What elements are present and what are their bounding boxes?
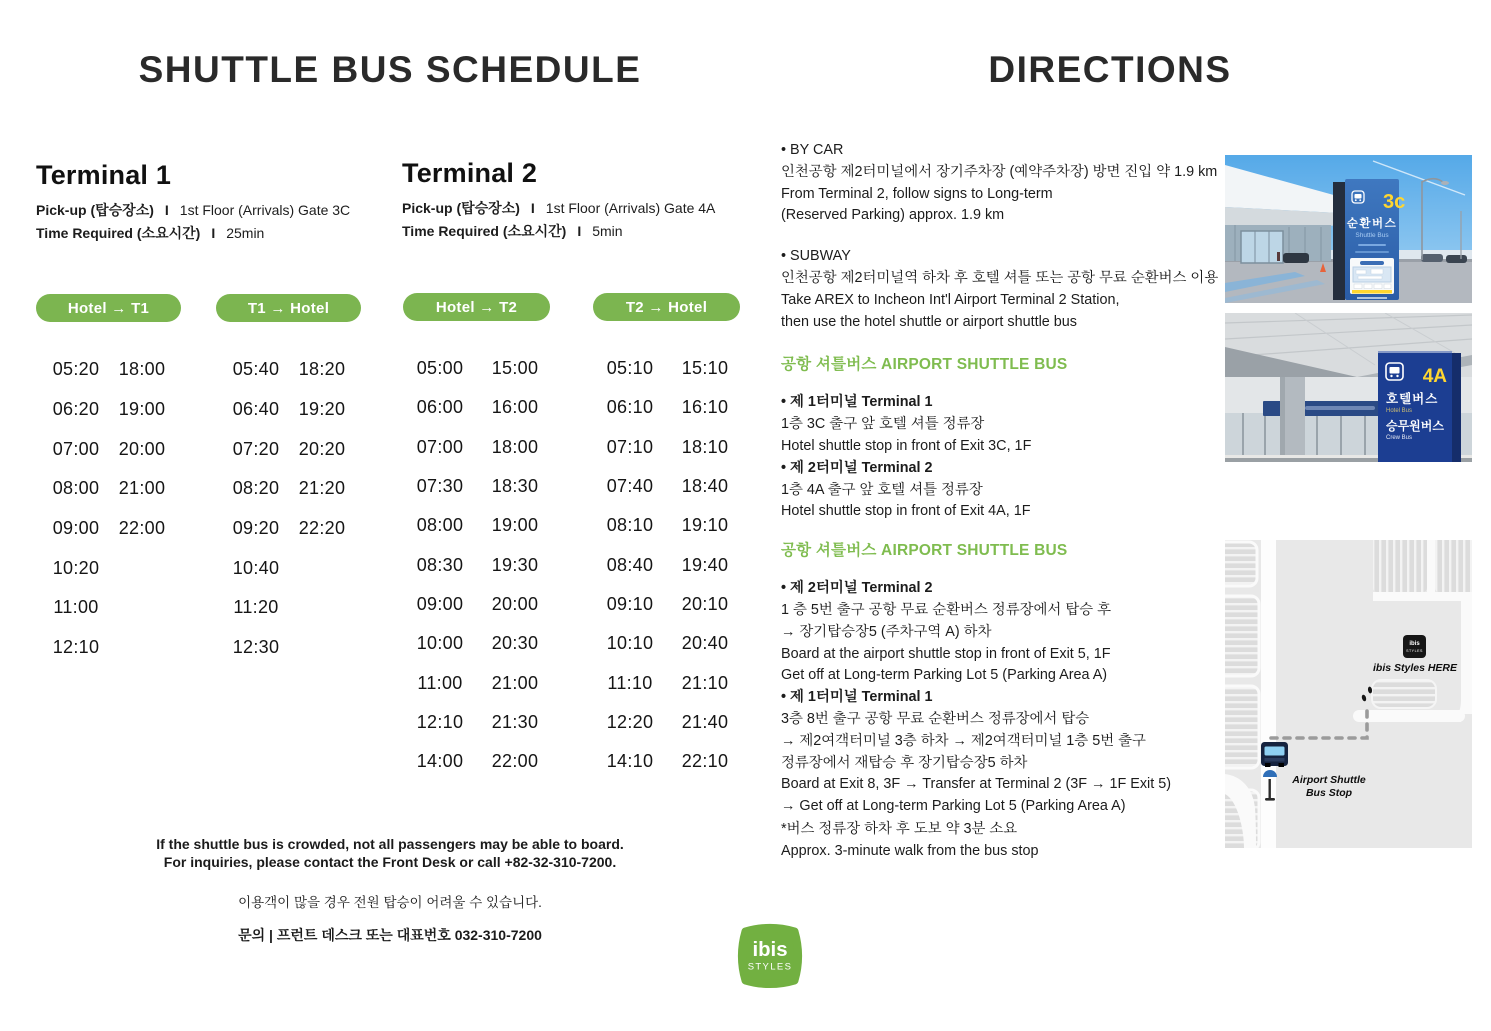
terminal-1-time-line xyxy=(36,222,396,245)
notice-line: For inquiries, please contact the Front Desk or call +82-32-310-7200. xyxy=(163,853,617,870)
direction-line: From Terminal 2, follow signs to Long-term xyxy=(781,185,1053,202)
by-car-heading: • BY CAR xyxy=(781,142,844,158)
hotel-shuttle-t1-lines xyxy=(781,414,1233,458)
directions-content xyxy=(781,140,1233,863)
hotel-shuttle-section xyxy=(781,392,1233,523)
direction-line: then use the hotel shuttle or airport shuttle bus xyxy=(781,313,1077,330)
shuttle-bus-icon xyxy=(1261,742,1288,767)
terminal-2-title: Terminal 2 xyxy=(402,158,538,188)
photo-terminal1-shuttle-sign xyxy=(1225,155,1472,303)
direction-line: 3층 8번 출구 공항 무료 순환버스 정류장에서 탑승 xyxy=(781,710,1090,727)
time-value: 19:40 xyxy=(681,554,729,575)
hotel-shuttle-t2-title: • 제 2터미널 Terminal 2 xyxy=(781,459,933,476)
times-hotel-to-t2 xyxy=(407,349,548,781)
separator: I xyxy=(577,223,582,239)
time-value: 16:10 xyxy=(681,397,729,418)
time-row xyxy=(597,703,738,742)
time-value: 05:20 xyxy=(52,359,100,380)
time-value: 21:10 xyxy=(681,672,729,693)
time-value: 20:00 xyxy=(118,438,166,459)
time-row xyxy=(597,506,738,545)
time-value: 21:00 xyxy=(491,672,539,693)
time-row xyxy=(223,628,355,668)
time-row xyxy=(43,548,175,588)
time-value: 21:00 xyxy=(118,478,166,499)
ibis-styles-logo xyxy=(736,922,804,994)
time-value: 16:00 xyxy=(491,397,539,418)
badge-t2-to-hotel: T2 → Hotel xyxy=(593,293,740,321)
time-value: 20:10 xyxy=(681,593,729,614)
time-row xyxy=(43,628,175,668)
shuttle-bus-english-label: Shuttle Bus xyxy=(1355,232,1389,239)
terminal1-photo-illustration xyxy=(1225,155,1472,303)
time-row xyxy=(43,350,175,390)
pickup-label: Pick-up (탑승장소) xyxy=(402,200,520,216)
time-row xyxy=(407,545,548,584)
time-value: 07:10 xyxy=(606,436,654,457)
direction-line: 인천공항 제2터미널에서 장기주차장 (예약주차장) 방면 진입 약 1.9 km xyxy=(781,163,1218,180)
time-value: 10:10 xyxy=(606,633,654,654)
time-value: 14:10 xyxy=(606,751,654,772)
crowded-notice-en xyxy=(0,836,780,871)
pickup-value: 1st Floor (Arrivals) Gate 3C xyxy=(179,202,351,218)
separator: I xyxy=(164,202,169,218)
time-row xyxy=(223,509,355,549)
terminal-2-header xyxy=(402,158,762,243)
time-value: 11:00 xyxy=(53,597,99,618)
time-value: 08:10 xyxy=(606,515,654,536)
shuttle-bus-korean-label: 순환버스 xyxy=(1346,218,1398,230)
time-required-label: Time Required (소요시간) xyxy=(402,223,567,239)
walk-footnote xyxy=(781,819,1233,863)
time-row xyxy=(407,467,548,506)
time-value: 19:10 xyxy=(681,515,729,536)
time-value: 05:40 xyxy=(232,359,280,380)
time-value: 18:20 xyxy=(298,359,346,380)
airport-shuttle-t1-title: • 제 1터미널 Terminal 1 xyxy=(781,689,933,706)
crew-bus-english-label: Crew Bus xyxy=(1386,435,1413,441)
subway-heading: • SUBWAY xyxy=(781,248,851,265)
time-value: 18:00 xyxy=(491,436,539,457)
time-row xyxy=(223,469,355,509)
direction-line: → 장기탑승장5 (주차구역 A) 하차 xyxy=(781,623,992,640)
separator: I xyxy=(211,225,216,241)
pickup-value: 1st Floor (Arrivals) Gate 4A xyxy=(545,200,716,216)
footnote-line: Approx. 3-minute walk from the bus stop xyxy=(781,842,1039,859)
time-value: 09:10 xyxy=(606,593,654,614)
direction-line: Hotel shuttle stop in front of Exit 4A, 1F xyxy=(781,503,1031,520)
direction-line: Board at Exit 8, 3F → Transfer at Terminal 2 (3F → 1F Exit 5) xyxy=(781,776,1172,793)
time-row xyxy=(43,469,175,509)
time-row xyxy=(43,588,175,628)
time-value: 18:10 xyxy=(681,436,729,457)
time-value: 18:30 xyxy=(491,476,539,497)
time-value: 22:10 xyxy=(681,751,729,772)
time-row xyxy=(407,388,548,427)
page-title-schedule: SHUTTLE BUS SCHEDULE xyxy=(138,49,642,90)
time-required-value: 5min xyxy=(592,223,623,239)
time-value: 08:00 xyxy=(52,478,100,499)
badge-hotel-to-t2: Hotel → T2 xyxy=(403,293,550,321)
time-value: 21:40 xyxy=(681,711,729,732)
by-car-section xyxy=(781,140,1233,227)
bus-stop-label-line1: Airport Shuttle xyxy=(1292,774,1366,786)
hotel-shuttle-t2-lines xyxy=(781,480,1233,524)
time-row xyxy=(43,429,175,469)
badge-t1-to-hotel: T1 → Hotel xyxy=(216,294,361,322)
time-value: 05:00 xyxy=(416,358,464,379)
terminal2-photo-illustration xyxy=(1225,313,1472,462)
time-value: 12:20 xyxy=(606,711,654,732)
time-value: 09:00 xyxy=(52,518,100,539)
time-row xyxy=(597,742,738,781)
time-value: 07:40 xyxy=(606,476,654,497)
subway-lines xyxy=(781,268,1233,333)
time-row xyxy=(223,588,355,628)
direction-line: Board at the airport shuttle stop in front of Exit 5, 1F xyxy=(781,645,1111,662)
logo-brand-text: ibis xyxy=(752,938,788,961)
time-row xyxy=(407,349,548,388)
time-value: 15:00 xyxy=(491,358,539,379)
direction-line: 정류장에서 재탑승 후 장기탑승장5 하차 xyxy=(781,754,1028,771)
time-value: 09:00 xyxy=(416,593,464,614)
time-row xyxy=(43,509,175,549)
terminal-1-title: Terminal 1 xyxy=(36,160,172,190)
crowded-notice-ko: 이용객이 많을 경우 전원 탑승이 어려울 수 있습니다. xyxy=(238,895,542,910)
time-value: 07:20 xyxy=(232,438,280,459)
time-value: 10:20 xyxy=(52,557,100,578)
time-value: 06:40 xyxy=(232,399,280,420)
time-value: 05:10 xyxy=(606,358,654,379)
time-value: 19:30 xyxy=(491,554,539,575)
direction-line: 1층 3C 출구 앞 호텔 셔틀 정류장 xyxy=(781,416,985,433)
pickup-label: Pick-up (탑승장소) xyxy=(36,202,154,218)
separator: I xyxy=(530,200,535,216)
time-value: 08:30 xyxy=(416,554,464,575)
crew-bus-korean-label: 승무원버스 xyxy=(1386,419,1444,433)
terminal-2-pickup-line xyxy=(402,197,762,220)
time-row xyxy=(407,703,548,742)
direction-line: 1층 4A 출구 앞 호텔 셔틀 정류장 xyxy=(781,481,983,498)
ibis-here-marker xyxy=(1403,635,1426,658)
time-value: 22:00 xyxy=(118,518,166,539)
logo-sub-text: STYLES xyxy=(747,961,793,973)
time-value: 09:20 xyxy=(232,518,280,539)
gate-4a-label: 4A xyxy=(1422,366,1447,387)
direction-line: Take AREX to Incheon Int'l Airport Terminal 2 Station, xyxy=(781,291,1120,308)
direction-line: → Get off at Long-term Parking Lot 5 (Parking Area A) xyxy=(781,798,1126,815)
time-value: 11:00 xyxy=(417,672,463,693)
time-row xyxy=(597,545,738,584)
time-value: 08:00 xyxy=(416,515,464,536)
time-row xyxy=(597,428,738,467)
airport-shuttle-t2-title: • 제 2터미널 Terminal 2 xyxy=(781,580,933,597)
time-row xyxy=(597,663,738,702)
time-row xyxy=(407,585,548,624)
time-row xyxy=(597,388,738,427)
footnote-line: *버스 정류장 하차 후 도보 약 3분 소요 xyxy=(781,820,1018,837)
notice-line: If the shuttle bus is crowded, not all passengers may be able to board. xyxy=(156,836,624,852)
time-value: 14:00 xyxy=(416,751,464,772)
time-value: 20:30 xyxy=(491,633,539,654)
marker-sub-text: STYLES xyxy=(1406,649,1423,653)
time-value: 10:40 xyxy=(232,557,280,578)
ibis-logo-illustration xyxy=(736,922,804,994)
time-row xyxy=(407,428,548,467)
time-value: 11:20 xyxy=(233,597,279,618)
time-value: 20:00 xyxy=(491,593,539,614)
times-t2-to-hotel xyxy=(597,349,738,781)
time-row xyxy=(407,663,548,702)
time-value: 22:20 xyxy=(298,518,346,539)
page-title-directions: DIRECTIONS xyxy=(988,49,1232,90)
direction-line: 인천공항 제2터미널역 하차 후 호텔 셔틀 또는 공항 무료 순환버스 이용 xyxy=(781,269,1219,286)
time-value: 10:00 xyxy=(416,633,464,654)
time-value: 07:00 xyxy=(52,438,100,459)
time-value: 20:20 xyxy=(298,438,346,459)
time-row xyxy=(223,429,355,469)
time-value: 21:20 xyxy=(298,478,346,499)
direction-line: → 제2여객터미널 3층 하차 → 제2여객터미널 1층 5번 출구 xyxy=(781,732,1146,749)
hotel-shuttle-t1-title: • 제 1터미널 Terminal 1 xyxy=(781,394,933,411)
time-value: 22:00 xyxy=(491,751,539,772)
gate-3c-label: 3c xyxy=(1383,191,1406,213)
ibis-here-label: ibis Styles HERE xyxy=(1372,662,1458,674)
time-row xyxy=(597,467,738,506)
time-required-value: 25min xyxy=(226,225,265,241)
time-value: 20:40 xyxy=(681,633,729,654)
time-row xyxy=(43,390,175,430)
direction-line: (Reserved Parking) approx. 1.9 km xyxy=(781,207,1005,224)
airport-shuttle-section xyxy=(781,578,1233,818)
time-value: 19:20 xyxy=(298,399,346,420)
time-value: 12:30 xyxy=(232,637,280,658)
time-value: 07:30 xyxy=(416,476,464,497)
time-row xyxy=(407,506,548,545)
time-value: 12:10 xyxy=(416,711,464,732)
airport-shuttle-t2-lines xyxy=(781,600,1233,687)
time-value: 06:00 xyxy=(416,397,464,418)
direction-line: 1 층 5번 출구 공항 무료 순환버스 정류장에서 탑승 후 xyxy=(781,601,1112,618)
contact-notice-ko: 문의 | 프런트 데스크 또는 대표번호 032-310-7200 xyxy=(238,927,542,943)
bus-stop-label-line2: Bus Stop xyxy=(1305,787,1353,799)
time-value: 18:40 xyxy=(681,476,729,497)
times-t1-to-hotel xyxy=(223,350,355,668)
direction-line: Hotel shuttle stop in front of Exit 3C, 1F xyxy=(781,437,1032,454)
time-value: 12:10 xyxy=(52,637,100,658)
airport-shuttle-heading: 공항 셔틀버스 AIRPORT SHUTTLE BUS xyxy=(781,542,1068,560)
time-value: 08:20 xyxy=(232,478,280,499)
time-row xyxy=(223,548,355,588)
hotel-bus-english-label: Hotel Bus xyxy=(1386,408,1413,414)
terminal-2-time-line xyxy=(402,220,762,243)
photo-terminal2-hotelbus-sign xyxy=(1225,313,1472,462)
time-value: 18:00 xyxy=(118,359,166,380)
time-value: 07:00 xyxy=(416,436,464,457)
hotel-bus-korean-label: 호텔버스 xyxy=(1386,392,1439,406)
time-row xyxy=(597,585,738,624)
time-value: 06:10 xyxy=(606,397,654,418)
times-hotel-to-t1 xyxy=(43,350,175,668)
subway-section xyxy=(781,246,1233,333)
by-car-lines xyxy=(781,162,1233,227)
hotel-location-map xyxy=(1225,540,1472,848)
time-value: 21:30 xyxy=(491,711,539,732)
time-value: 11:10 xyxy=(607,672,653,693)
time-value: 08:40 xyxy=(606,554,654,575)
time-row xyxy=(223,390,355,430)
time-value: 19:00 xyxy=(118,399,166,420)
marker-brand-text: ibis xyxy=(1409,641,1420,647)
time-value: 15:10 xyxy=(681,358,729,379)
terminal-1-pickup-line xyxy=(36,199,396,222)
badge-hotel-to-t1: Hotel → T1 xyxy=(36,294,181,322)
terminal-1-meta xyxy=(36,199,396,245)
time-value: 06:20 xyxy=(52,399,100,420)
hotel-shuttle-heading: 공항 셔틀버스 AIRPORT SHUTTLE BUS xyxy=(781,356,1068,374)
map-illustration xyxy=(1225,540,1472,848)
time-row xyxy=(597,349,738,388)
time-required-label: Time Required (소요시간) xyxy=(36,225,201,241)
terminal-2-meta xyxy=(402,197,762,243)
airport-shuttle-t1-lines xyxy=(781,709,1233,818)
direction-line: Get off at Long-term Parking Lot 5 (Parking Area A) xyxy=(781,667,1108,684)
terminal-1-header xyxy=(36,160,396,245)
time-value: 19:00 xyxy=(491,515,539,536)
time-row xyxy=(407,742,548,781)
time-row xyxy=(223,350,355,390)
time-row xyxy=(407,624,548,663)
time-row xyxy=(597,624,738,663)
